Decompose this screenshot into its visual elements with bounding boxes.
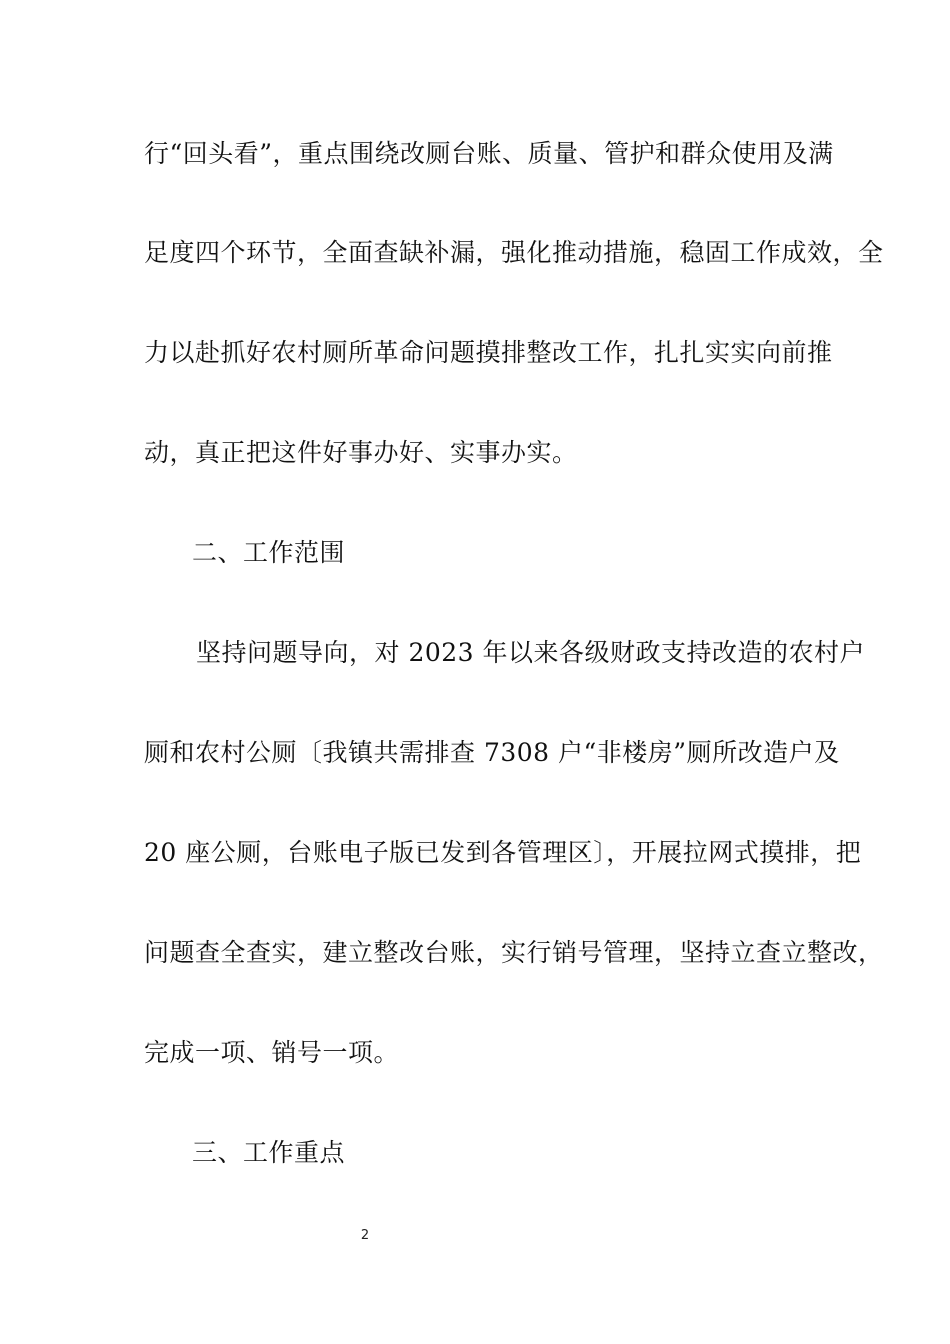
- paragraph-line: 完成一项、销号一项。: [144, 1038, 400, 1067]
- paragraph-line: 行“回头看”，重点围绕改厕台账、质量、管护和群众使用及满: [144, 139, 834, 168]
- paragraph-line: 问题查全查实，建立整改台账，实行销号管理，坚持立查立整改，: [144, 938, 884, 967]
- page-number: 2: [360, 1228, 370, 1243]
- paragraph-line: 动，真正把这件好事办好、实事办实。: [144, 438, 578, 467]
- paragraph-line: 足度四个环节，全面查缺补漏，强化推动措施，稳固工作成效，全: [144, 238, 884, 267]
- paragraph-line: 坚持问题导向，对 2023 年以来各级财政支持改造的农村户: [196, 638, 866, 667]
- paragraph-line: 厕和农村公厕〔我镇共需排查 7308 户“非楼房”厕所改造户及: [144, 738, 840, 767]
- section-heading: 二、工作范围: [192, 538, 346, 567]
- paragraph-line: 20 座公厕，台账电子版已发到各管理区〕，开展拉网式摸排，把: [144, 838, 862, 867]
- section-heading: 三、工作重点: [192, 1138, 346, 1167]
- paragraph-line: 力以赴抓好农村厕所革命问题摸排整改工作，扎扎实实向前推: [144, 338, 833, 367]
